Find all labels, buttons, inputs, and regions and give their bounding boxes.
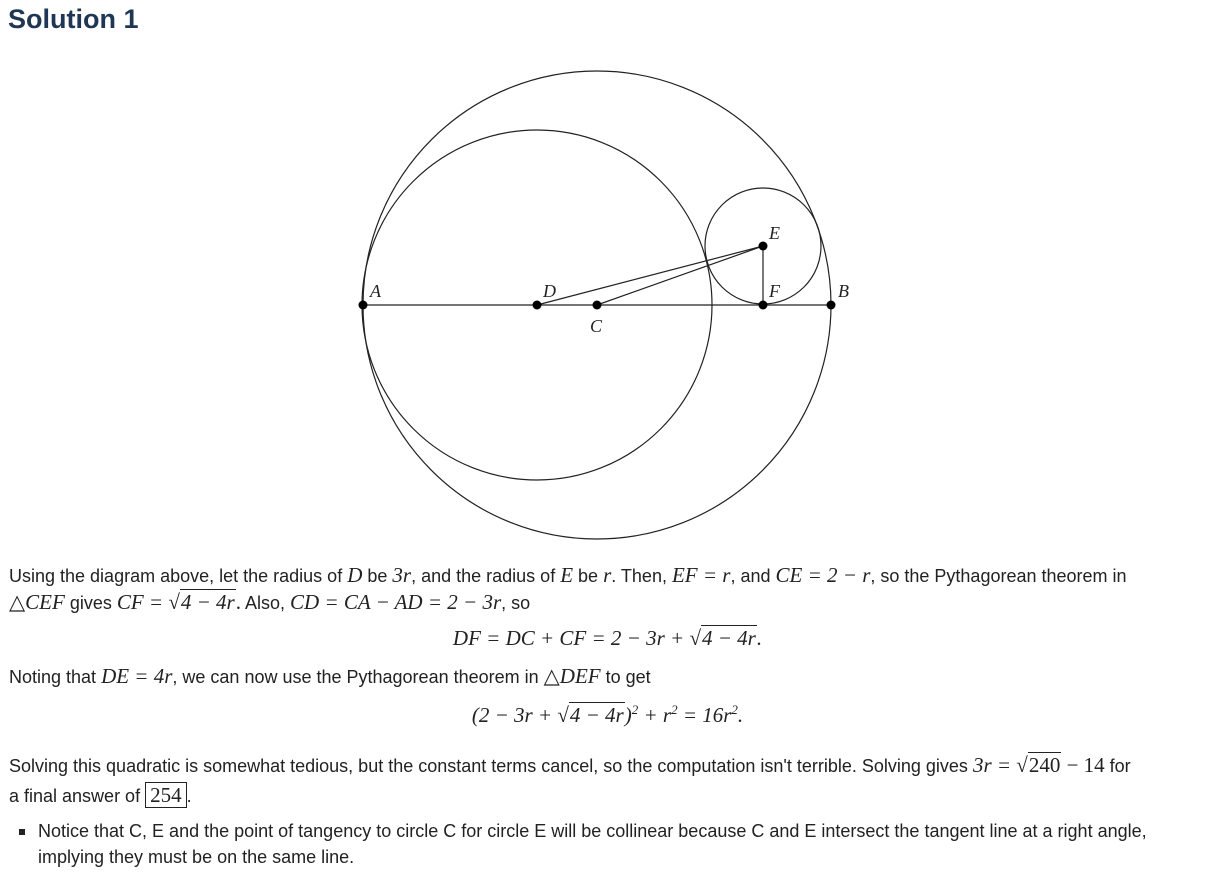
label-A: A xyxy=(370,281,381,301)
point-B xyxy=(827,301,836,310)
segment-DE xyxy=(537,246,763,305)
point-A xyxy=(359,301,368,310)
paragraph-3-line-1: Solving this quadratic is somewhat tedious, but the constant terms cancel, so the computation isn't terrible. Solving gives 3r = √240 − 14 for xyxy=(9,753,1131,777)
final-answer-box: 254 xyxy=(145,782,187,808)
label-D: D xyxy=(543,281,556,301)
point-F xyxy=(759,301,768,310)
point-D xyxy=(533,301,542,310)
paragraph-3-line-2: a final answer of 254 . xyxy=(9,783,192,807)
section-heading: Solution 1 xyxy=(8,4,139,34)
notes-list xyxy=(18,818,1198,870)
segment-CE xyxy=(597,246,763,305)
label-B: B xyxy=(838,281,849,301)
point-E xyxy=(759,242,768,251)
label-F: F xyxy=(769,281,780,301)
point-C xyxy=(593,301,602,310)
equation-1: DF = DC + CF = 2 − 3r + √4 − 4r. xyxy=(452,626,763,650)
label-E: E xyxy=(769,223,780,243)
equation-2: $(2 - 3r + √4 - 4r)^2 + r^2 = 16r^2$. xyxy=(471,702,744,727)
list-item: Notice that C, E and the point of tangency to circle C for circle E will be collinear because C and E intersect the tangent line at a right angle, implying they must be on the same line. xyxy=(18,818,1198,870)
paragraph-2: Noting that DE = 4r, we can now use the Pythagorean theorem in △DEF to get xyxy=(9,664,651,688)
label-C: C xyxy=(590,316,603,336)
paragraph-1-line-1: Using the diagram above, let the radius of D be 3r, and the radius of E be r. Then, EF = r, and CE = 2 − r, so the Pythagorean theorem in xyxy=(9,563,1127,587)
paragraph-1-line-2: △CEF gives CF = √4 − 4r. Also, CD = CA − AD = 2 − 3r, so xyxy=(9,590,531,614)
